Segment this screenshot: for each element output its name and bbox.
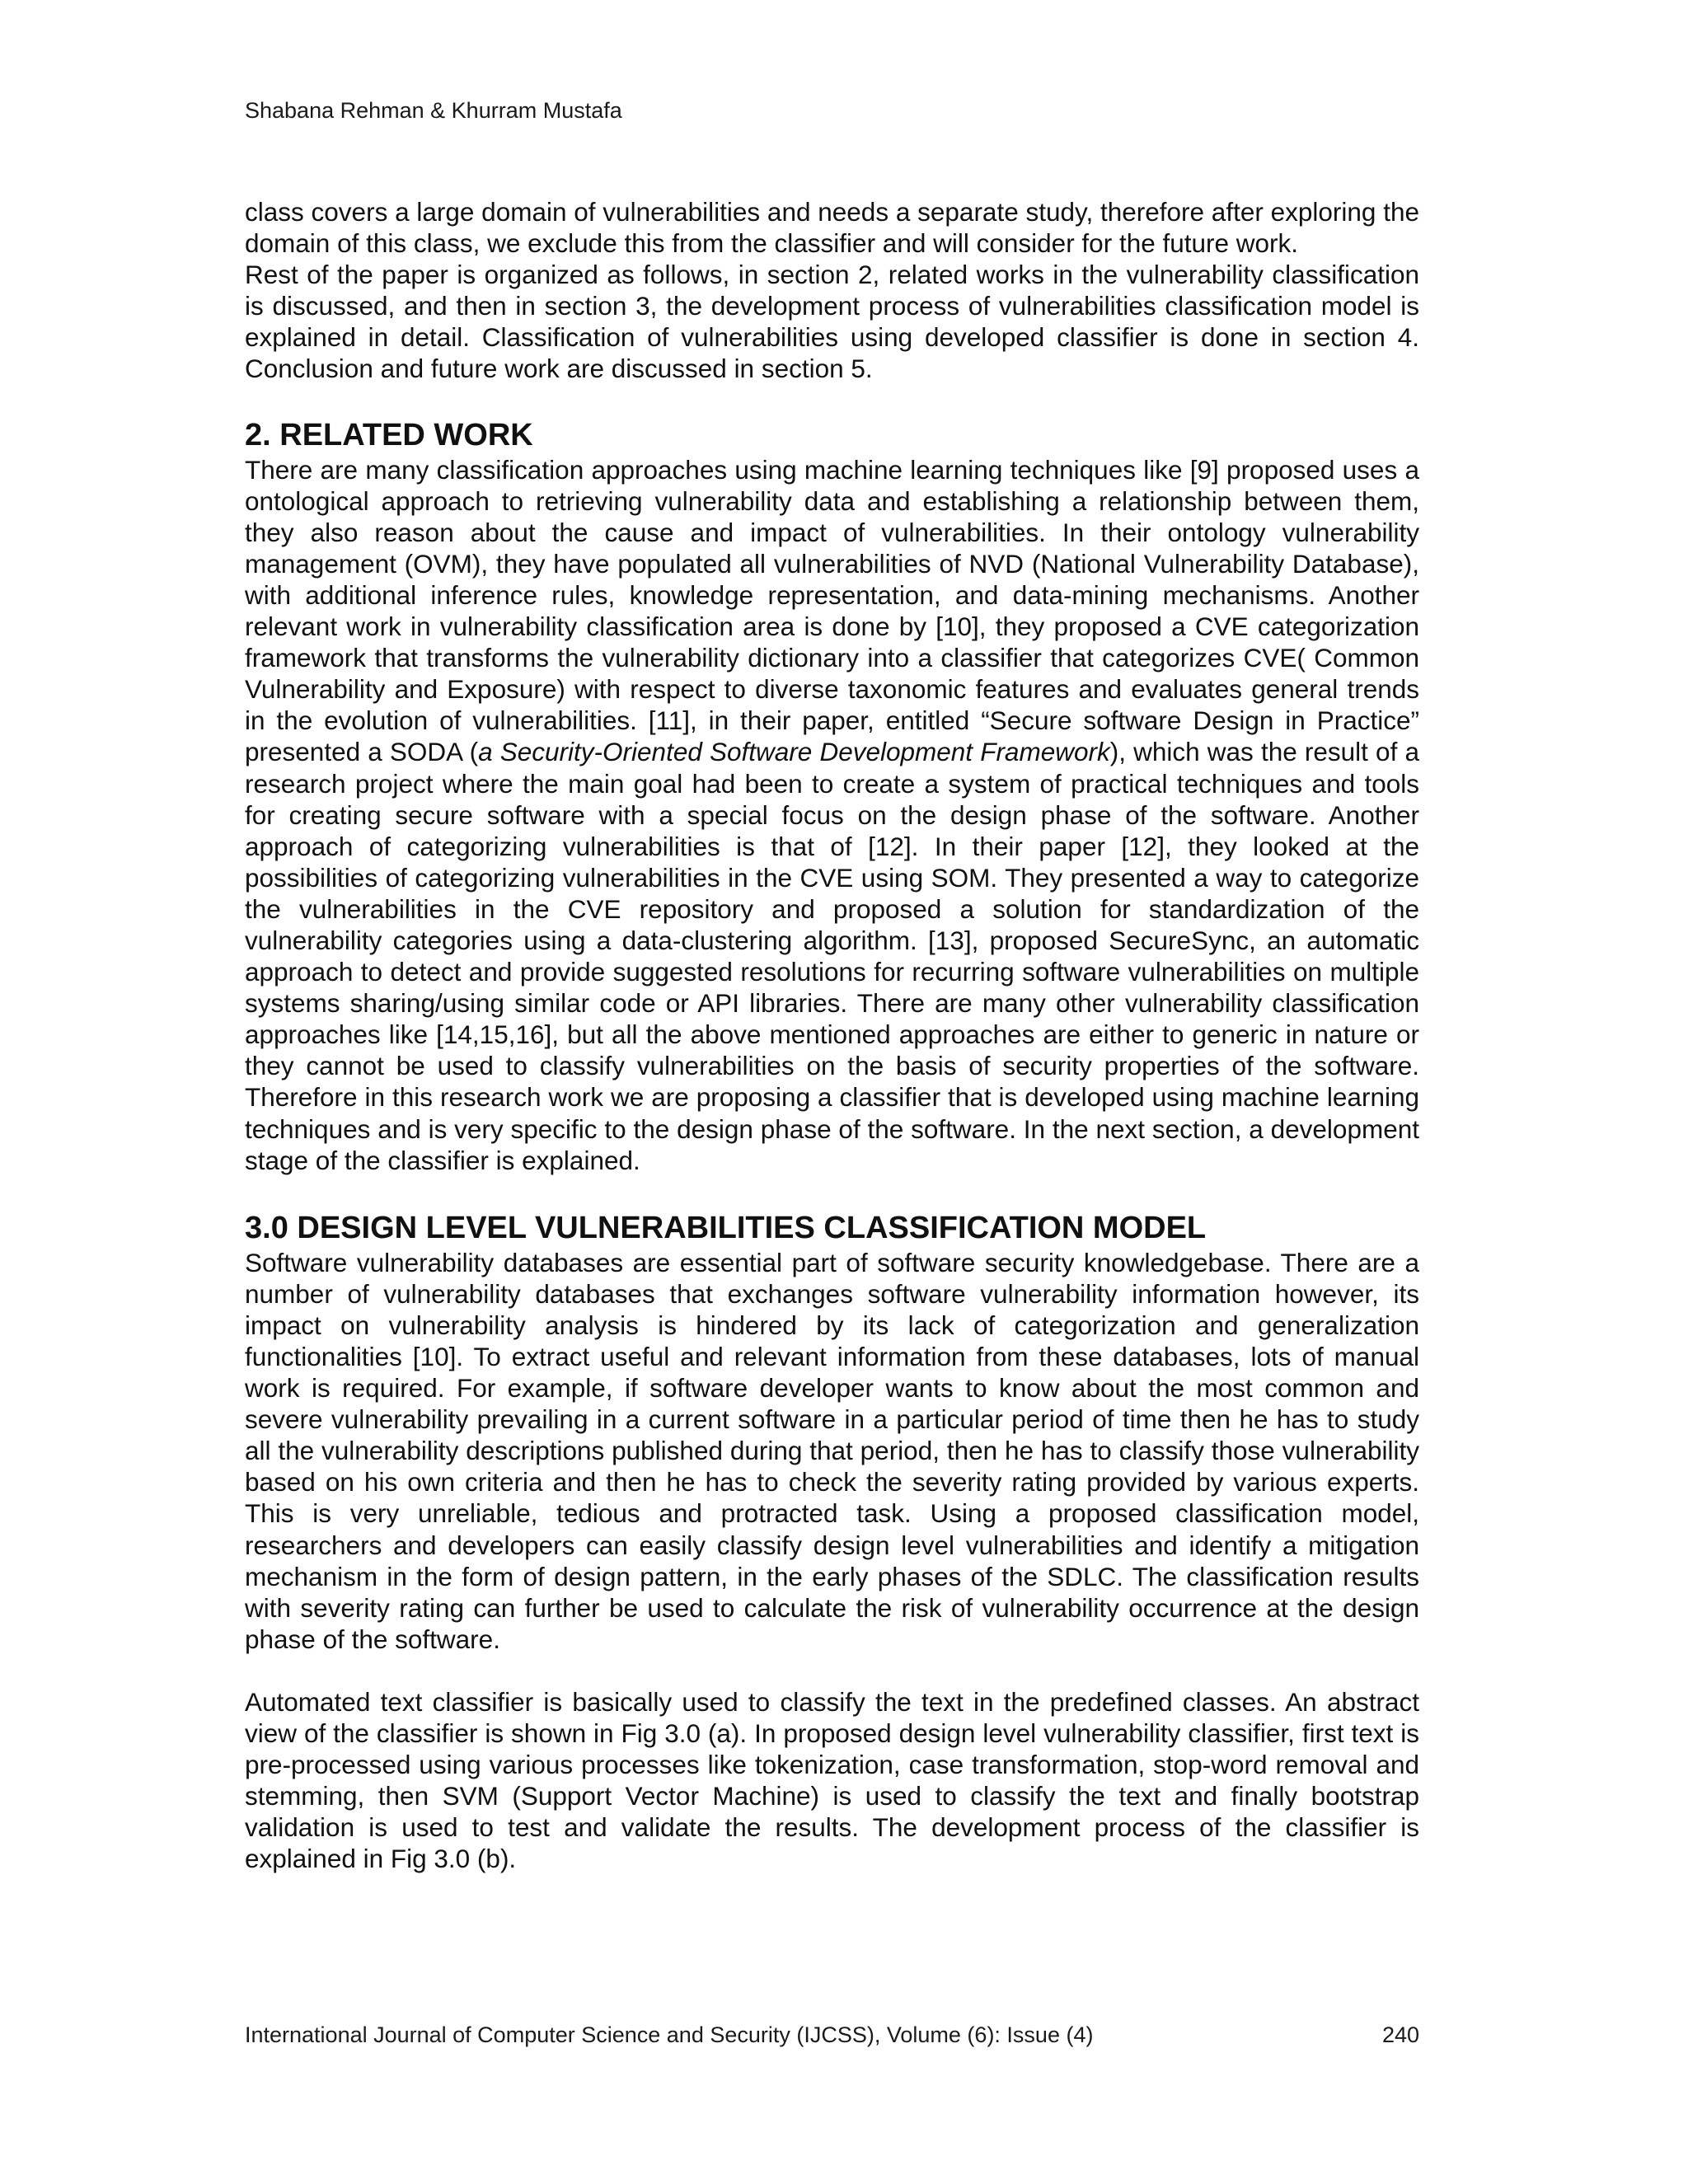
intro-paragraph-1: class covers a large domain of vulnerabilities and needs a separate study, therefore after exploring the domain of this class, we exclude this from the classifier and will consider for the future work. <box>245 197 1419 259</box>
related-work-italic-text: a Security-Oriented Software Development Framework <box>478 737 1110 767</box>
footer-page-number: 240 <box>1381 2022 1419 2047</box>
section-heading-design-level-model: 3.0 DESIGN LEVEL VULNERABILITIES CLASSIFICATION MODEL <box>245 1210 1207 1245</box>
design-model-paragraph-2: Automated text classifier is basically used to classify the text in the predefined classes. An abstract view of the classifier is shown in Fig 3.0 (a). In proposed design level vulnerability classifier, first text is pre-processed using various processes like tokenization, case transformation, stop-word removal and stemming, then SVM (Support Vector Machine) is used to classify the text and finally bootstrap validation is used to test and validate the results. The development process of the classifier is explained in Fig 3.0 (b). <box>245 1686 1419 1874</box>
related-work-text-part-1: There are many classification approaches using machine learning techniques like [9] proposed uses a ontological approach to retrieving vulnerability data and establishing a relationship between them, they also reason about the cause and impact of vulnerabilities. In their ontology vulnerability management (OVM), they have populated all vulnerabilities of NVD (National Vulnerability Database), with additional inference rules, knowledge representation, and data-mining mechanisms. Another relevant work in vulnerability classification area is done by [10], they proposed a CVE categorization framework that transforms the vulnerability dictionary into a classifier that categorizes CVE( Common Vulnerability and Exposure) with respect to diverse taxonomic features and evaluates general trends in the evolution of vulnerabilities. [11], in their paper, entitled “Secure software Design in Practice” presented a SODA ( <box>245 454 1419 767</box>
section-heading-related-work: 2. RELATED WORK <box>245 417 533 452</box>
related-work-paragraph <box>245 454 1419 1176</box>
running-header-authors: Shabana Rehman & Khurram Mustafa <box>245 98 622 123</box>
intro-paragraph-2: Rest of the paper is organized as follows, in section 2, related works in the vulnerability classification is discussed, and then in section 3, the development process of vulnerabilities classification model is explained in detail. Classification of vulnerabilities using developed classifier is done in section 4. Conclusion and future work are discussed in section 5. <box>245 260 1419 384</box>
footer-journal-citation: International Journal of Computer Science and Security (IJCSS), Volume (6): Issue (4) <box>245 2022 1094 2047</box>
design-model-paragraph-1: Software vulnerability databases are essential part of software security knowledgebase. There are a number of vulnerability databases that exchanges software vulnerability information however, its impact on vulnerability analysis is hindered by its lack of categorization and generalization functionalities [10]. To extract useful and relevant information from these databases, lots of manual work is required. For example, if software developer wants to know about the most common and severe vulnerability prevailing in a current software in a particular period of time then he has to study all the vulnerability descriptions published during that period, then he has to classify those vulnerability based on his own criteria and then he has to check the severity rating provided by various experts. This is very unreliable, tedious and protracted task. Using a proposed classification model, researchers and developers can easily classify design level vulnerabilities and identify a mitigation mechanism in the form of design pattern, in the early phases of the SDLC. The classification results with severity rating can further be used to calculate the risk of vulnerability occurrence at the design phase of the software. <box>245 1247 1419 1654</box>
related-work-text-part-2: ), which was the result of a research project where the main goal had been to create a system of practical techniques and tools for creating secure software with a special focus on the design phase of the software. Another approach of categorizing vulnerabilities is that of [12]. In their paper [12], they looked at the possibilities of categorizing vulnerabilities in the CVE using SOM. They presented a way to categorize the vulnerabilities in the CVE repository and proposed a solution for standardization of the vulnerability categories using a data-clustering algorithm. [13], proposed SecureSync, an automatic approach to detect and provide suggested resolutions for recurring software vulnerabilities on multiple systems sharing/using similar code or API libraries. There are many other vulnerability classification approaches like [14,15,16], but all the above mentioned approaches are either to generic in nature or they cannot be used to classify vulnerabilities on the basis of security properties of the software. Therefore in this research work we are proposing a classifier that is developed using machine learning techniques and is very specific to the design phase of the software. In the next section, a development stage of the classifier is explained. <box>245 737 1419 1175</box>
main-content <box>245 196 1419 1875</box>
